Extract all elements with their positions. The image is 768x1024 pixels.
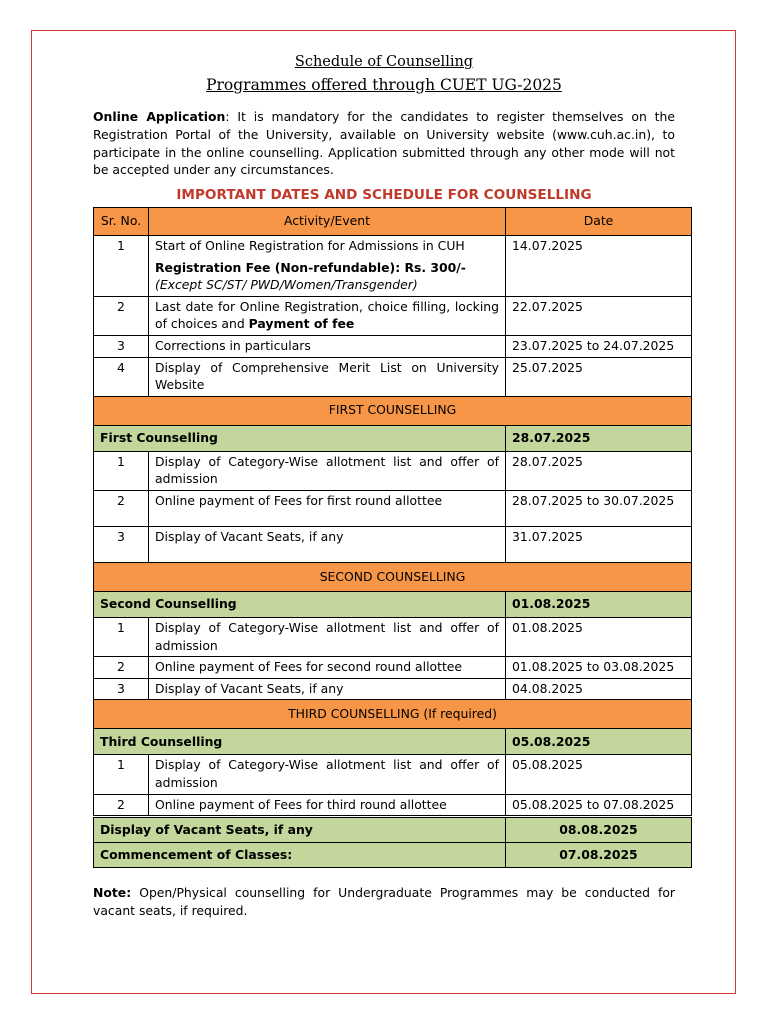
counselling-row [94,591,692,617]
summary-date: 08.08.2025 [506,818,692,843]
schedule-table [93,207,692,816]
row-number: 4 [94,357,149,396]
activity-text: Display of Vacant Seats, if any [155,528,344,544]
schedule-heading: IMPORTANT DATES AND SCHEDULE FOR COUNSELLING [176,187,592,203]
row-number: 1 [94,451,149,490]
row-date: 04.08.2025 [506,678,692,700]
row-number: 2 [94,490,149,526]
table-row [94,657,692,679]
activity-emphasis: Payment of fee [248,316,355,332]
note-paragraph [93,884,675,920]
summary-label: Display of Vacant Seats, if any [94,818,506,843]
schedule-table-body [94,208,692,816]
note-text: Open/Physical counselling for Undergraduate Programmes may be conducted for vacant seats, if required. [93,885,675,918]
activity-text: Display of Vacant Seats, if any [155,680,344,696]
activity-text: Corrections in particulars [155,337,311,353]
counselling-label: First Counselling [94,425,506,451]
table-row [94,296,692,335]
section-label: FIRST COUNSELLING [94,396,692,425]
activity-text: Last date for Online Registration, choice filling, locking of choices and [155,298,499,332]
intro-label: Online Application [93,109,226,124]
row-date: 31.07.2025 [506,526,692,562]
page-subtitle: Programmes offered through CUET UG-2025 [206,76,562,94]
row-number: 2 [94,657,149,679]
table-row [94,617,692,656]
row-date: 28.07.2025 to 30.07.2025 [506,490,692,526]
intro-text: : It is mandatory for the candidates to register themselves on the Registration Portal of the University, available on University website (www.cuh.ac.in), to participate in the online counselling. Application submitted through any other mode will not be accepted under any circumstances. [93,109,675,178]
row-date: 28.07.2025 [506,451,692,490]
activity-text: Display of Category-Wise allotment list and offer of admission [155,453,499,487]
row-activity [149,794,506,816]
summary-date: 07.08.2025 [506,843,692,868]
activity-text: Online payment of Fees for second round allottee [155,659,463,675]
table-row [94,451,692,490]
row-number: 1 [94,617,149,656]
note-label: Note: [93,885,132,900]
row-activity [149,678,506,700]
row-activity [149,526,506,562]
row-activity [149,296,506,335]
table-header-row [94,208,692,236]
row-number: 2 [94,794,149,816]
summary-table [93,817,692,868]
row-activity [149,236,506,297]
counselling-label: Second Counselling [94,591,506,617]
row-date: 01.08.2025 to 03.08.2025 [506,657,692,679]
table-row [94,335,692,357]
page-title: Schedule of Counselling [294,54,474,70]
row-number: 3 [94,335,149,357]
row-number: 3 [94,526,149,562]
row-number: 1 [94,755,149,794]
row-date: 05.08.2025 [506,755,692,794]
activity-text: Display of Category-Wise allotment list and offer of admission [155,619,499,653]
row-date: 01.08.2025 [506,617,692,656]
header-date: Date [506,208,692,236]
row-activity [149,490,506,526]
fee-exemption: (Except SC/ST/ PWD/Women/Transgender) [155,277,418,293]
table-row [94,357,692,396]
summary-label: Commencement of Classes: [94,843,506,868]
row-date: 25.07.2025 [506,357,692,396]
header-sr-no: Sr. No. [94,208,149,236]
row-date: 05.08.2025 to 07.08.2025 [506,794,692,816]
counselling-date: 05.08.2025 [506,729,692,755]
activity-text: Display of Category-Wise allotment list and offer of admission [155,757,499,790]
row-activity [149,617,506,656]
row-number: 2 [94,296,149,335]
intro-paragraph [93,108,675,179]
row-activity [149,335,506,357]
row-activity [149,657,506,679]
table-row [94,526,692,562]
counselling-row [94,729,692,755]
activity-text: Online payment of Fees for first round allottee [155,492,443,508]
row-activity [149,357,506,396]
activity-text: Display of Comprehensive Merit List on University Website [155,359,499,393]
row-number: 1 [94,236,149,297]
section-label: SECOND COUNSELLING [94,562,692,591]
row-number: 3 [94,678,149,700]
counselling-date: 01.08.2025 [506,591,692,617]
table-row [94,490,692,526]
table-row [94,236,692,297]
table-row [94,755,692,794]
header-activity: Activity/Event [149,208,506,236]
row-date: 14.07.2025 [506,236,692,297]
summary-row-vacant-seats [94,818,692,843]
section-row [94,562,692,591]
section-label: THIRD COUNSELLING (If required) [94,700,692,729]
row-date: 23.07.2025 to 24.07.2025 [506,335,692,357]
row-activity [149,451,506,490]
section-row [94,396,692,425]
summary-row-classes [94,843,692,868]
counselling-date: 28.07.2025 [506,425,692,451]
activity-text: Online payment of Fees for third round allottee [155,796,447,812]
table-row [94,678,692,700]
row-date: 22.07.2025 [506,296,692,335]
registration-fee: Registration Fee (Non-refundable): Rs. 300/- [155,259,466,275]
section-row [94,700,692,729]
table-row [94,794,692,816]
counselling-row [94,425,692,451]
row-activity [149,755,506,794]
activity-text: Start of Online Registration for Admissions in CUH [155,238,465,253]
counselling-label: Third Counselling [94,729,506,755]
